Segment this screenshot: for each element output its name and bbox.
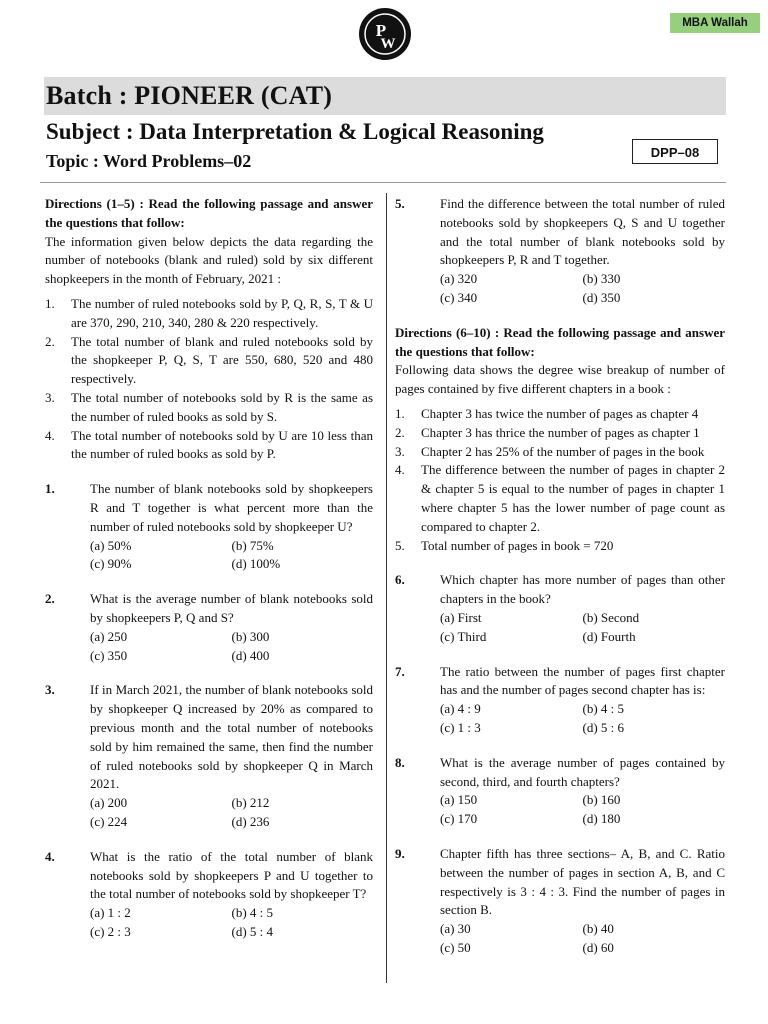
left-column xyxy=(45,195,373,942)
option: (d) 5 : 4 xyxy=(231,923,274,939)
right-column xyxy=(395,195,725,958)
passage-point: 2. Chapter 3 has thrice the number of pages as chapter 1 xyxy=(395,424,700,440)
option: (b) 75% xyxy=(231,537,274,553)
option: (b) 4 : 5 xyxy=(582,701,625,717)
passage-point: 3. Chapter 2 has 25% of the number of pages in the book xyxy=(395,443,705,459)
question-text: Which chapter has more number of pages than other chapters in the book? xyxy=(440,572,725,607)
passage-intro-2: Following data shows the degree wise breakup of number of pages contained by five different chapters in a book : xyxy=(395,362,725,397)
option: (c) 170 xyxy=(440,811,478,827)
option: (a) 4 : 9 xyxy=(440,701,481,717)
svg-text:P: P xyxy=(375,21,387,40)
option: (d) 100% xyxy=(231,556,281,572)
option: (d) 180 xyxy=(582,811,621,827)
option: (d) 60 xyxy=(582,939,614,955)
option: (b) 212 xyxy=(231,795,270,811)
option: (b) 40 xyxy=(582,921,614,937)
option: (b) 160 xyxy=(582,792,621,808)
option: (c) 90% xyxy=(90,556,132,572)
question-5: 5. Find the difference between the total number of ruled notebooks sold by shopkeepers Q, S and U together and the total number of blank notebooks sold by shopkeepers P, R and T together. (a) 320 (b) 330 (c) 340 (d) 350 xyxy=(395,195,725,308)
question-7: 7. The ratio between the number of pages first chapter has and the number of pages second chapter has is: (a) 4 : 9 (b) 4 : 5 (c) 1 : 3 (d) 5 : 6 xyxy=(395,663,725,738)
option: (a) 50% xyxy=(90,537,132,553)
question-2: 2. What is the average number of blank notebooks sold by shopkeepers P, Q and S? (a) 250 (b) 300 (c) 350 (d) 400 xyxy=(45,590,373,665)
pw-logo-icon xyxy=(359,8,411,60)
option: (d) 400 xyxy=(231,647,270,663)
option: (c) 350 xyxy=(90,647,128,663)
mba-wallah-badge: MBA Wallah xyxy=(670,13,760,33)
question-9: 9. Chapter fifth has three sections– A, B, and C. Ratio between the number of pages in section A, B, and C respectively is 3 : 4 : 3. Find the number of pages in section B. (a) 30 (b) 40 (c) 50 (d) 60 xyxy=(395,845,725,958)
question-1: 1. The number of blank notebooks sold by shopkeepers R and T together is what percent more than the number of ruled notebooks sold by shopkeeper U? (a) 50% (b) 75% (c) 90% (d) 100% xyxy=(45,480,373,574)
option: (c) 224 xyxy=(90,813,128,829)
question-8: 8. What is the average number of pages contained by second, third, and fourth chapters? (a) 150 (b) 160 (c) 170 (d) 180 xyxy=(395,754,725,829)
question-text: The ratio between the number of pages first chapter has and the number of pages second chapter has is: xyxy=(440,663,725,698)
option: (c) 1 : 3 xyxy=(440,719,481,735)
dpp-label: DPP–08 xyxy=(632,139,718,164)
question-text: What is the average number of blank notebooks sold by shopkeepers P, Q and S? xyxy=(90,591,373,625)
option: (b) Second xyxy=(582,609,640,625)
option: (a) 150 xyxy=(440,792,478,808)
option: (b) 300 xyxy=(231,628,270,644)
option: (a) First xyxy=(440,609,482,625)
question-text: Chapter fifth has three sections– A, B, and C. Ratio between the number of pages in section A, B, and C respectively is 3 : 4 : 3. Find the number of pages in section B. xyxy=(440,845,725,918)
passage-point: 1. The number of ruled notebooks sold by P, Q, R, S, T & U are 370, 290, 210, 340, 280 & 220 respectively. xyxy=(45,295,373,330)
option: (d) 236 xyxy=(231,813,270,829)
option: (c) 2 : 3 xyxy=(90,923,131,939)
option: (a) 30 xyxy=(440,921,471,937)
svg-text:W: W xyxy=(380,36,396,52)
option: (c) 50 xyxy=(440,939,471,955)
passage-point: 1. Chapter 3 has twice the number of pages as chapter 4 xyxy=(395,405,699,421)
passage-intro-1: The information given below depicts the data regarding the number of notebooks (blank and ruled) sold by six different shopkeepers in the month of February, 2021 : xyxy=(45,233,373,287)
column-divider xyxy=(386,193,387,983)
pw-logo xyxy=(359,8,411,60)
option: (d) Fourth xyxy=(582,628,636,644)
option: (a) 200 xyxy=(90,795,128,811)
option: (b) 4 : 5 xyxy=(231,905,274,921)
question-text: The number of blank notebooks sold by shopkeepers R and T together is what percent more than the number of ruled notebooks sold by shopkeeper U? xyxy=(90,481,373,534)
question-text: What is the ratio of the total number of blank notebooks sold by shopkeepers P and U together to the total number of notebooks sold by shopkeeper T? xyxy=(90,848,373,902)
option: (c) Third xyxy=(440,628,487,644)
option: (b) 330 xyxy=(582,271,621,287)
question-text: What is the average number of pages contained by second, third, and fourth chapters? xyxy=(440,754,725,789)
passage-point: 4. The total number of notebooks sold by U are 10 less than the number of ruled books as sold by P. xyxy=(45,427,373,462)
directions-6-10: Directions (6–10) : Read the following passage and answer the questions that follow: xyxy=(395,324,725,359)
question-4: 4. What is the ratio of the total number of blank notebooks sold by shopkeepers P and U together to the total number of notebooks sold by shopkeeper T? (a) 1 : 2 (b) 4 : 5 (c) 2 : 3 (d) 5 : 4 xyxy=(45,848,373,942)
question-text: Find the difference between the total number of ruled notebooks sold by shopkeepers Q, S and U together and the total number of blank notebooks sold by shopkeepers P, R and T together. xyxy=(440,196,725,268)
option: (d) 350 xyxy=(582,289,621,305)
batch-title: Batch : PIONEER (CAT) xyxy=(46,81,333,110)
passage-point: 4. The difference between the number of pages in chapter 2 & chapter 5 is equal to the number of pages in chapter 1 where chapter 5 has the lower number of page count as compared to chapter 2. xyxy=(395,462,725,534)
topic-title: Topic : Word Problems–02 xyxy=(46,151,252,171)
question-3: 3. If in March 2021, the number of blank notebooks sold by shopkeeper Q increased by 20% as compared to previous month and the total number of notebooks sold by him remained the same, then find the number of ruled notebooks sold by shopkeeper Q in March 2021. (a) 200 (b) 212 (c) 224 (d) 236 xyxy=(45,681,373,831)
passage-point: 5. Total number of pages in book = 720 xyxy=(395,537,614,553)
directions-1-5: Directions (1–5) : Read the following passage and answer the questions that follow: xyxy=(45,196,373,230)
header-divider xyxy=(40,182,726,183)
passage-point: 2. The total number of blank and ruled notebooks sold by the shopkeeper P, Q, S, T are 550, 680, 520 and 480 respectively. xyxy=(45,333,373,387)
subject-title: Subject : Data Interpretation & Logical Reasoning xyxy=(46,119,544,144)
option: (a) 1 : 2 xyxy=(90,905,131,921)
passage-point: 3. The total number of notebooks sold by R is the same as the number of ruled books as sold by S. xyxy=(45,389,373,424)
option: (a) 320 xyxy=(440,271,478,287)
option: (c) 340 xyxy=(440,289,478,305)
question-6: 6. Which chapter has more number of pages than other chapters in the book? (a) First (b) Second (c) Third (d) Fourth xyxy=(395,571,725,646)
option: (d) 5 : 6 xyxy=(582,719,625,735)
question-text: If in March 2021, the number of blank notebooks sold by shopkeeper Q increased by 20% as compared to previous month and the total number of notebooks sold by him remained the same, then find the number of ruled notebooks sold by shopkeeper Q in March 2021. xyxy=(90,682,373,792)
option: (a) 250 xyxy=(90,628,128,644)
